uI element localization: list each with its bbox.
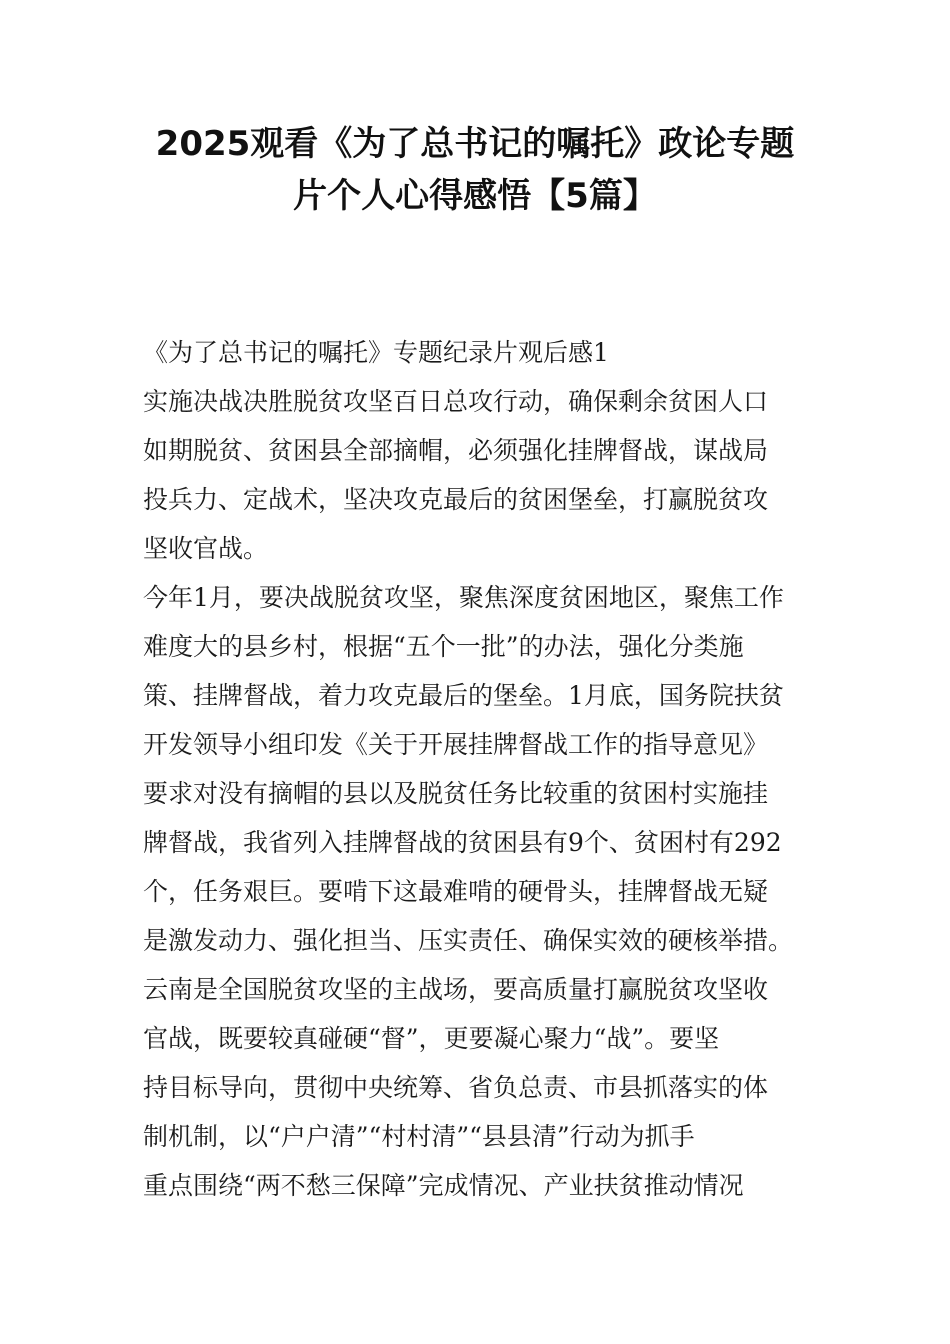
body-line: 策、挂牌督战，着力攻克最后的堡垒。1月底，国务院扶贫 xyxy=(143,681,784,710)
body-line: 实施决战决胜脱贫攻坚百日总攻行动，确保剩余贫困人口 xyxy=(143,387,769,416)
body-line: 官战，既要较真碰硬“督”，更要凝心聚力“战”。要坚 xyxy=(143,1024,720,1053)
body-line: 牌督战，我省列入挂牌督战的贫困县有9个、贫困村有292 xyxy=(143,828,782,857)
body-line: 投兵力、定战术，坚决攻克最后的贫困堡垒，打赢脱贫攻 xyxy=(143,485,769,514)
title-line: 2025观看《为了总书记的嘱托》政论专题 xyxy=(155,124,795,164)
body-line: 个，任务艰巨。要啃下这最难啃的硬骨头，挂牌督战无疑 xyxy=(143,877,769,906)
body-line: 今年1月，要决战脱贫攻坚，聚焦深度贫困地区，聚焦工作 xyxy=(143,583,784,612)
body-line: 云南是全国脱贫攻坚的主战场，要高质量打赢脱贫攻坚收 xyxy=(143,975,769,1004)
title-line: 片个人心得感悟【5篇】 xyxy=(293,176,657,216)
document-body xyxy=(143,328,808,1210)
body-line: 开发领导小组印发《关于开展挂牌督战工作的指导意见》 xyxy=(143,730,769,759)
body-line: 如期脱贫、贫困县全部摘帽，必须强化挂牌督战，谋战局 xyxy=(143,436,769,465)
body-line: 重点围绕“两不愁三保障”完成情况、产业扶贫推动情况 xyxy=(143,1171,744,1200)
body-line: 持目标导向，贯彻中央统筹、省负总责、市县抓落实的体 xyxy=(143,1073,769,1102)
body-line: 难度大的县乡村，根据“五个一批”的办法，强化分类施 xyxy=(143,632,744,661)
document-title xyxy=(0,118,950,222)
section-heading: 《为了总书记的嘱托》专题纪录片观后感1 xyxy=(143,338,609,367)
body-line: 制机制，以“户户清”“村村清”“县县清”行动为抓手 xyxy=(143,1122,695,1151)
body-line: 要求对没有摘帽的县以及脱贫任务比较重的贫困村实施挂 xyxy=(143,779,769,808)
body-line: 是激发动力、强化担当、压实责任、确保实效的硬核举措。 xyxy=(143,926,794,955)
body-line: 坚收官战。 xyxy=(143,534,269,563)
